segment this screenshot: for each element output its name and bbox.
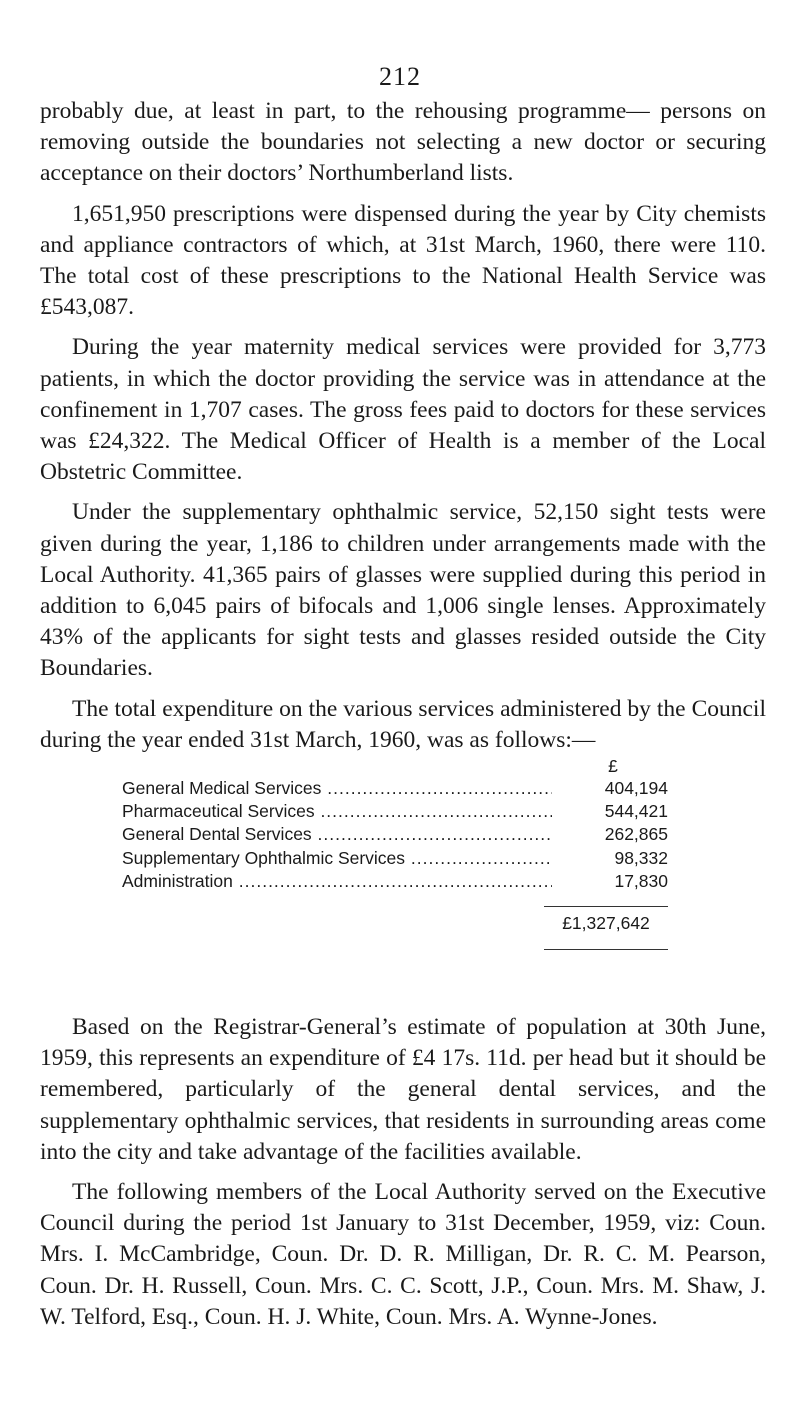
currency-header-row — [122, 756, 668, 778]
expenditure-amount: 17,830 — [552, 871, 668, 892]
expenditure-label: General Dental Services ..... — [122, 824, 552, 845]
expenditure-row — [122, 778, 668, 801]
upper-text-block — [40, 96, 766, 756]
page-number: 212 — [379, 62, 421, 91]
expenditure-label: General Medical Services ..... — [122, 778, 552, 799]
expenditure-row — [122, 848, 668, 871]
paragraph-rehousing: probably due, at least in part, to the rehousing programme— persons on removing outside the boundaries not selecting a new doctor or securing acceptance on their doctors’ Northumberland lists. — [40, 98, 766, 187]
paragraph-per-head-cost: Based on the Registrar-General’s estimate of population at 30th June, 1959, this represents an expenditure of £4 17s. 11d. per head but it should be remembered, particularly of the general dental services, and the supplementary ophthalmic services, that residents in surrounding areas come into the city and take advantage of the facilities available. — [40, 1014, 766, 1165]
expenditure-row — [122, 871, 668, 894]
paragraph-expenditure-intro: The total expenditure on the various services administered by the Council during the year ended 31st March, 1960, was as follows:— — [40, 695, 766, 753]
total-rule-bottom — [544, 949, 668, 950]
currency-symbol: £ — [608, 756, 618, 776]
paragraph-maternity: During the year maternity medical services were provided for 3,773 patients, in which the doctor providing the service was in attendance at the confinement in 1,707 cases. The gross fees paid to doctors for these services was £24,322. The Medical Officer of Health is a member of the Local Obstetric Committee. — [40, 334, 766, 486]
expenditure-amount: 544,421 — [552, 801, 668, 822]
expenditure-total: £1,327,642 — [562, 912, 650, 933]
expenditure-table — [122, 756, 668, 950]
paragraph-council-members: The following members of the Local Authority served on the Executive Council during the period 1st January to 31st December, 1959, viz: Coun. Mrs. I. McCambridge, Coun. Dr. D. R. Milligan, Dr. R. C. M. Pearson, Coun. Dr. H. Russell, Coun. Mrs. C. C. Scott, J.P., Coun. Mrs. M. Shaw, J. W. Telford, Esq., Coun. H. J. White, Coun. Mrs. A. Wynne-Jones. — [40, 1179, 766, 1330]
expenditure-label: Supplementary Ophthalmic Services ..... — [122, 848, 552, 869]
expenditure-row — [122, 824, 668, 847]
lower-text-block — [40, 1012, 766, 1333]
expenditure-amount: 262,865 — [552, 824, 668, 845]
paragraph-prescriptions: 1,651,950 prescriptions were dispensed during the year by City chemists and appliance contractors of which, at 31st March, 1960, there were 110. The total cost of these prescriptions to the National Health Service was £543,087. — [40, 200, 766, 321]
expenditure-amount: 98,332 — [552, 848, 668, 869]
paragraph-ophthalmic: Under the supplementary ophthalmic service, 52,150 sight tests were given during the year, 1,186 to children under arrangements made with the Local Authority. 41,365 pairs of glasses were supplied during this period in addition to 6,045 pairs of bifocals and 1,006 single lenses. Approximately 43% of the applicants for sight tests and glasses resided outside the City Boundaries. — [40, 499, 766, 682]
expenditure-amount: 404,194 — [552, 778, 668, 799]
expenditure-label: Administration ..... — [122, 871, 552, 892]
expenditure-row — [122, 801, 668, 824]
expenditure-label: Pharmaceutical Services ..... — [122, 801, 552, 822]
